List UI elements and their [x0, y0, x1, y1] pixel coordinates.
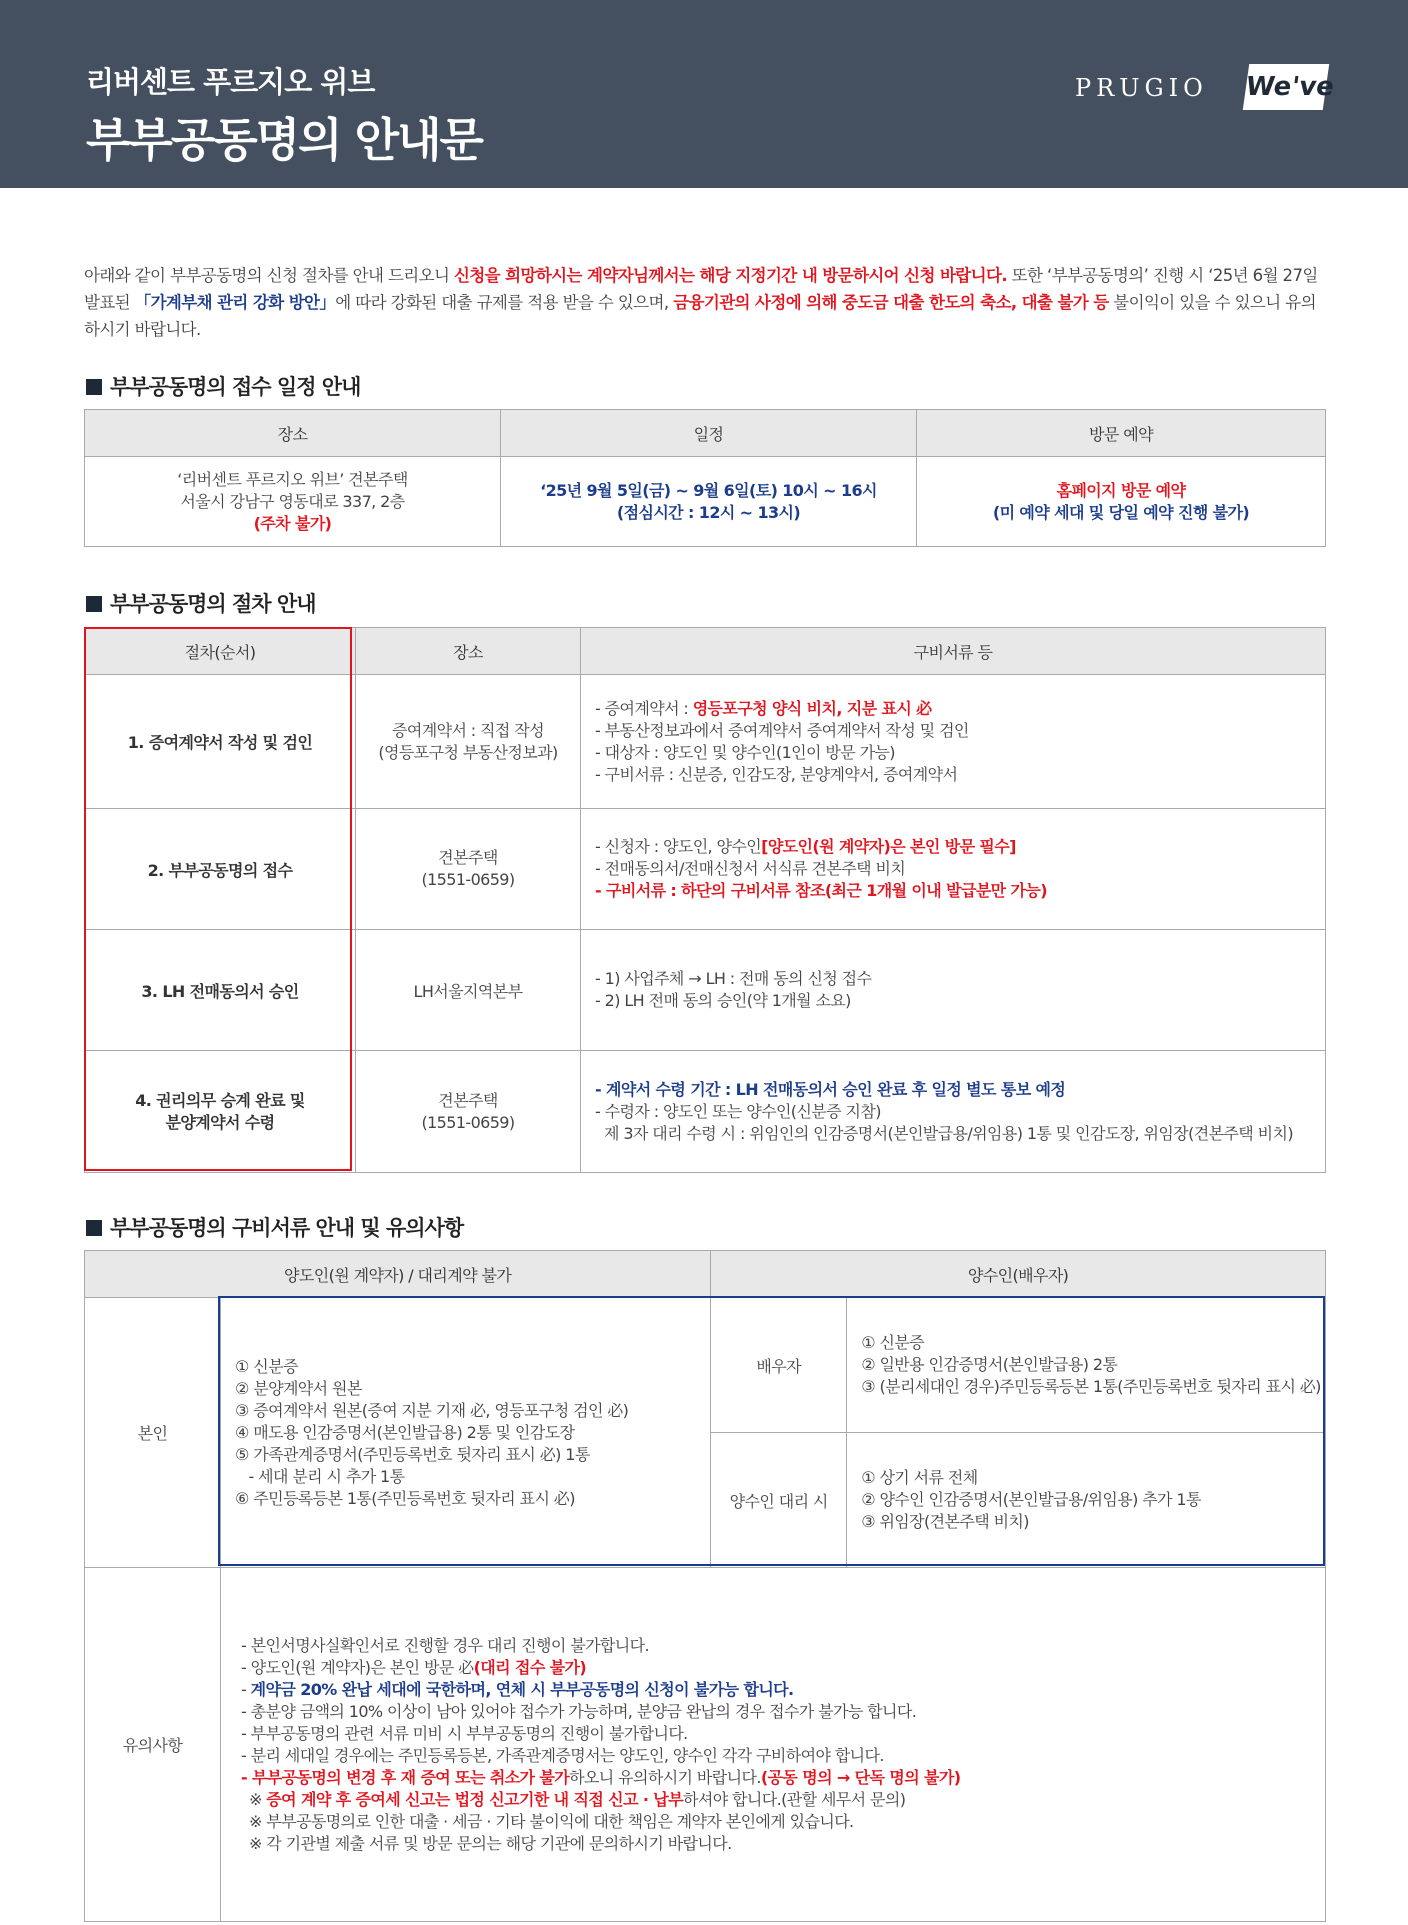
note-highlight: 증여 계약 후 증여세 신고는 법정 신고기한 내 직접 신고 · 납부: [266, 1789, 683, 1809]
parking-note: (주차 불가): [253, 513, 332, 533]
place-line: (1551-0659): [421, 870, 515, 889]
section-heading-schedule: [86, 371, 360, 401]
section-heading-procedure: [86, 588, 315, 618]
table-header: 구비서류 등: [581, 628, 1326, 675]
doc-line: - 부동산정보과에서 증여계약서 증여계약서 작성 및 검인: [595, 720, 969, 740]
doc-line: [595, 698, 1324, 720]
proxy-label: 양수인 대리 시: [711, 1433, 847, 1568]
doc-item: ② 양수인 인감증명서(본인발급용/위임용) 추가 1통: [861, 1490, 1201, 1509]
note-line: [241, 1657, 1324, 1679]
page-subtitle: 리버센트 푸르지오 위브: [86, 65, 375, 99]
step-line: 4. 권리의무 승계 완료 및: [135, 1090, 305, 1110]
table-header: 장소: [85, 410, 501, 457]
step-cell: 2. 부부공동명의 접수: [85, 809, 356, 930]
intro-text: 또한 ‘부부공동명의’ 진행 시 ‘25년 6월 27일 발표된: [84, 266, 1318, 312]
note-highlight: - 부부공동명의 변경 후 재 증여 또는 취소가 불가: [241, 1767, 570, 1787]
page-header: [0, 0, 1408, 188]
place-line: 견본주택: [438, 1090, 498, 1110]
doc-item: ③ 위임장(견본주택 비치): [861, 1512, 1029, 1531]
step-column-highlight: [84, 627, 352, 1171]
place-line: (영등포구청 부동산정보과): [378, 742, 558, 762]
place-line: (1551-0659): [421, 1112, 515, 1132]
doc-item: ③ (분리세대인 경우)주민등록등본 1통(주민등록번호 뒷자리 표시 必): [861, 1377, 1321, 1396]
spouse-label: 배우자: [711, 1298, 847, 1433]
note-highlight: (대리 접수 불가): [473, 1657, 587, 1677]
square-bullet-icon: [86, 379, 102, 395]
note-line: - 분리 세대일 경우에는 주민등록등본, 가족관계증명서는 양도인, 양수인 각각 구비하여야 합니다.: [241, 1745, 884, 1765]
table-header: 양도인(원 계약자) / 대리계약 불가: [85, 1251, 711, 1298]
doc-line: - 구비서류 : 신분증, 인감도장, 분양계약서, 증여계약서: [595, 764, 958, 784]
doc-item: ② 일반용 인감증명서(본인발급용) 2통: [861, 1355, 1118, 1374]
self-label: 본인: [85, 1298, 221, 1568]
intro-text: 불이익이 있을 수 있으니 유의하시기 바랍니다.: [84, 293, 1316, 339]
documents-highlight: [218, 1296, 1325, 1566]
note-text: 하오니 유의하시기 바랍니다.: [569, 1767, 761, 1787]
schedule-date-cell: [501, 457, 917, 547]
place-line: ‘리버센트 푸르지오 위브’ 견본주택: [177, 469, 408, 489]
table-header: 일정: [501, 410, 917, 457]
square-bullet-icon: [86, 1220, 102, 1236]
place-cell: [356, 809, 581, 930]
doc-item: ④ 매도용 인감증명서(본인발급용) 2통 및 인감도장: [235, 1422, 575, 1442]
doc-item: ③ 증여계약서 원본(증여 지분 기재 必, 영등포구청 검인 必): [235, 1400, 629, 1420]
docs-cell: [581, 809, 1326, 930]
doc-item: ① 신분증: [861, 1333, 925, 1352]
section-heading-text: 부부공동명의 구비서류 안내 및 유의사항: [110, 1216, 464, 1240]
table-header: 절차(순서): [85, 628, 356, 675]
doc-text: - 신청자 : 양도인, 양수인: [595, 837, 762, 856]
doc-line: - 수령자 : 양도인 또는 양수인(신분증 지참): [595, 1101, 881, 1121]
visit-note: (미 예약 세대 및 당일 예약 진행 불가): [992, 502, 1250, 522]
doc-line: - 2) LH 전매 동의 승인(약 1개월 소요): [595, 991, 851, 1010]
note-highlight: (공동 명의 → 단독 명의 불가): [760, 1767, 961, 1787]
doc-item: ① 신분증: [235, 1356, 298, 1376]
note-text: - 양도인(원 계약자)은 본인 방문 必: [241, 1657, 474, 1677]
lunch-time: (점심시간 : 12시 ~ 13시): [616, 502, 801, 522]
schedule-visit-cell: [917, 457, 1326, 547]
doc-text: - 증여계약서 :: [595, 698, 693, 718]
notes-cell: [221, 1568, 1326, 1922]
doc-line: [595, 836, 1324, 858]
doc-item: - 세대 분리 시 추가 1통: [235, 1466, 405, 1486]
note-line: - 총분양 금액의 10% 이상이 남아 있어야 접수가 가능하며, 분양금 완납의 경우 접수가 불가능 합니다.: [241, 1701, 917, 1721]
note-text: 하셔야 합니다.(관할 세무서 문의): [683, 1789, 906, 1809]
table-header: 양수인(배우자): [711, 1251, 1326, 1298]
weve-logo: We've: [1243, 64, 1329, 110]
note-line: ※ 부부공동명의로 인한 대출 · 세금 · 기타 불이익에 대한 책임은 계약자 본인에게 있습니다.: [249, 1811, 854, 1831]
note-line: [241, 1789, 1324, 1811]
doc-item: ① 상기 서류 전체: [861, 1468, 978, 1487]
notes-label: 유의사항: [85, 1568, 221, 1922]
step-cell: 3. LH 전매동의서 승인: [85, 930, 356, 1051]
doc-item: ⑥ 주민등록등본 1통(주민등록번호 뒷자리 표시 必): [235, 1488, 575, 1508]
doc-highlight: 영등포구청 양식 비치, 지분 표시 必: [692, 698, 932, 718]
intro-highlight: 신청을 희망하시는 계약자님께서는 해당 지정기간 내 방문하시어 신청 바랍니다.: [453, 266, 1007, 285]
date-line: ‘25년 9월 5일(금) ~ 9월 6일(토) 10시 ~ 16시: [540, 480, 877, 500]
note-line: [241, 1679, 1324, 1701]
table-header: 장소: [356, 628, 581, 675]
section-heading-documents: [86, 1212, 463, 1242]
place-line: 견본주택: [438, 848, 498, 867]
place-cell: [356, 675, 581, 809]
docs-cell: [581, 675, 1326, 809]
doc-item: ② 분양계약서 원본: [235, 1378, 362, 1398]
visit-reservation: 홈페이지 방문 예약: [1056, 480, 1186, 500]
intro-paragraph: [84, 262, 1329, 343]
docs-cell: [581, 1051, 1326, 1173]
docs-cell: [581, 930, 1326, 1051]
doc-line: - 계약서 수령 기간 : LH 전매동의서 승인 완료 후 일정 별도 통보 예정: [595, 1079, 1066, 1099]
intro-text: 아래와 같이 부부공동명의 신청 절차를 안내 드리오니: [84, 266, 454, 285]
doc-item: ⑤ 가족관계증명서(주민등록번호 뒷자리 표시 必) 1통: [235, 1444, 590, 1464]
schedule-table: [84, 409, 1326, 547]
doc-line: - 1) 사업주체 → LH : 전매 동의 신청 접수: [595, 969, 872, 988]
doc-highlight: [양도인(원 계약자)은 본인 방문 필수]: [761, 837, 1016, 856]
section-heading-text: 부부공동명의 절차 안내: [110, 592, 316, 616]
intro-highlight: 「가계부채 관리 강화 방안」: [134, 293, 336, 312]
prugio-logo: PRUGIO: [1075, 74, 1208, 102]
place-line: 증여계약서 : 직접 작성: [392, 720, 544, 740]
note-line: ※ 각 기관별 제출 서류 및 방문 문의는 해당 기관에 문의하시기 바랍니다.: [249, 1833, 732, 1853]
place-cell: LH서울지역본부: [356, 930, 581, 1051]
doc-line: - 대상자 : 양도인 및 양수인(1인이 방문 가능): [595, 742, 895, 762]
intro-text: 에 따라 강화된 대출 규제를 적용 받을 수 있으며,: [335, 293, 674, 312]
note-text: ※: [249, 1789, 267, 1809]
note-line: [241, 1767, 1324, 1789]
place-line: 서울시 강남구 영동대로 337, 2층: [180, 491, 405, 511]
page-title: 부부공동명의 안내문: [86, 113, 482, 167]
table-header: 방문 예약: [917, 410, 1326, 457]
note-text: -: [241, 1679, 251, 1699]
place-cell: [356, 1051, 581, 1173]
note-line: - 부부공동명의 관련 서류 미비 시 부부공동명의 진행이 불가합니다.: [241, 1723, 688, 1743]
doc-line: - 전매동의서/전매신청서 서식류 견본주택 비치: [595, 859, 906, 878]
schedule-place-cell: [85, 457, 501, 547]
doc-line: - 구비서류 : 하단의 구비서류 참조(최근 1개월 이내 발급분만 가능): [595, 881, 1047, 900]
section-heading-text: 부부공동명의 접수 일정 안내: [110, 375, 361, 399]
note-line: - 본인서명사실확인서로 진행할 경우 대리 진행이 불가합니다.: [241, 1635, 649, 1655]
doc-line: 제 3자 대리 수령 시 : 위임인의 인감증명서(본인발급용/위임용) 1통 및 인감도장, 위임장(견본주택 비치): [595, 1123, 1293, 1143]
square-bullet-icon: [86, 596, 102, 612]
step-line: 분양계약서 수령: [165, 1112, 275, 1132]
step-cell: 1. 증여계약서 작성 및 검인: [85, 675, 356, 809]
note-highlight: 계약금 20% 완납 세대에 국한하며, 연체 시 부부공동명의 신청이 불가능 합니다.: [250, 1679, 794, 1699]
intro-highlight: 금융기관의 사정에 의해 중도금 대출 한도의 축소, 대출 불가 등: [673, 293, 1109, 312]
